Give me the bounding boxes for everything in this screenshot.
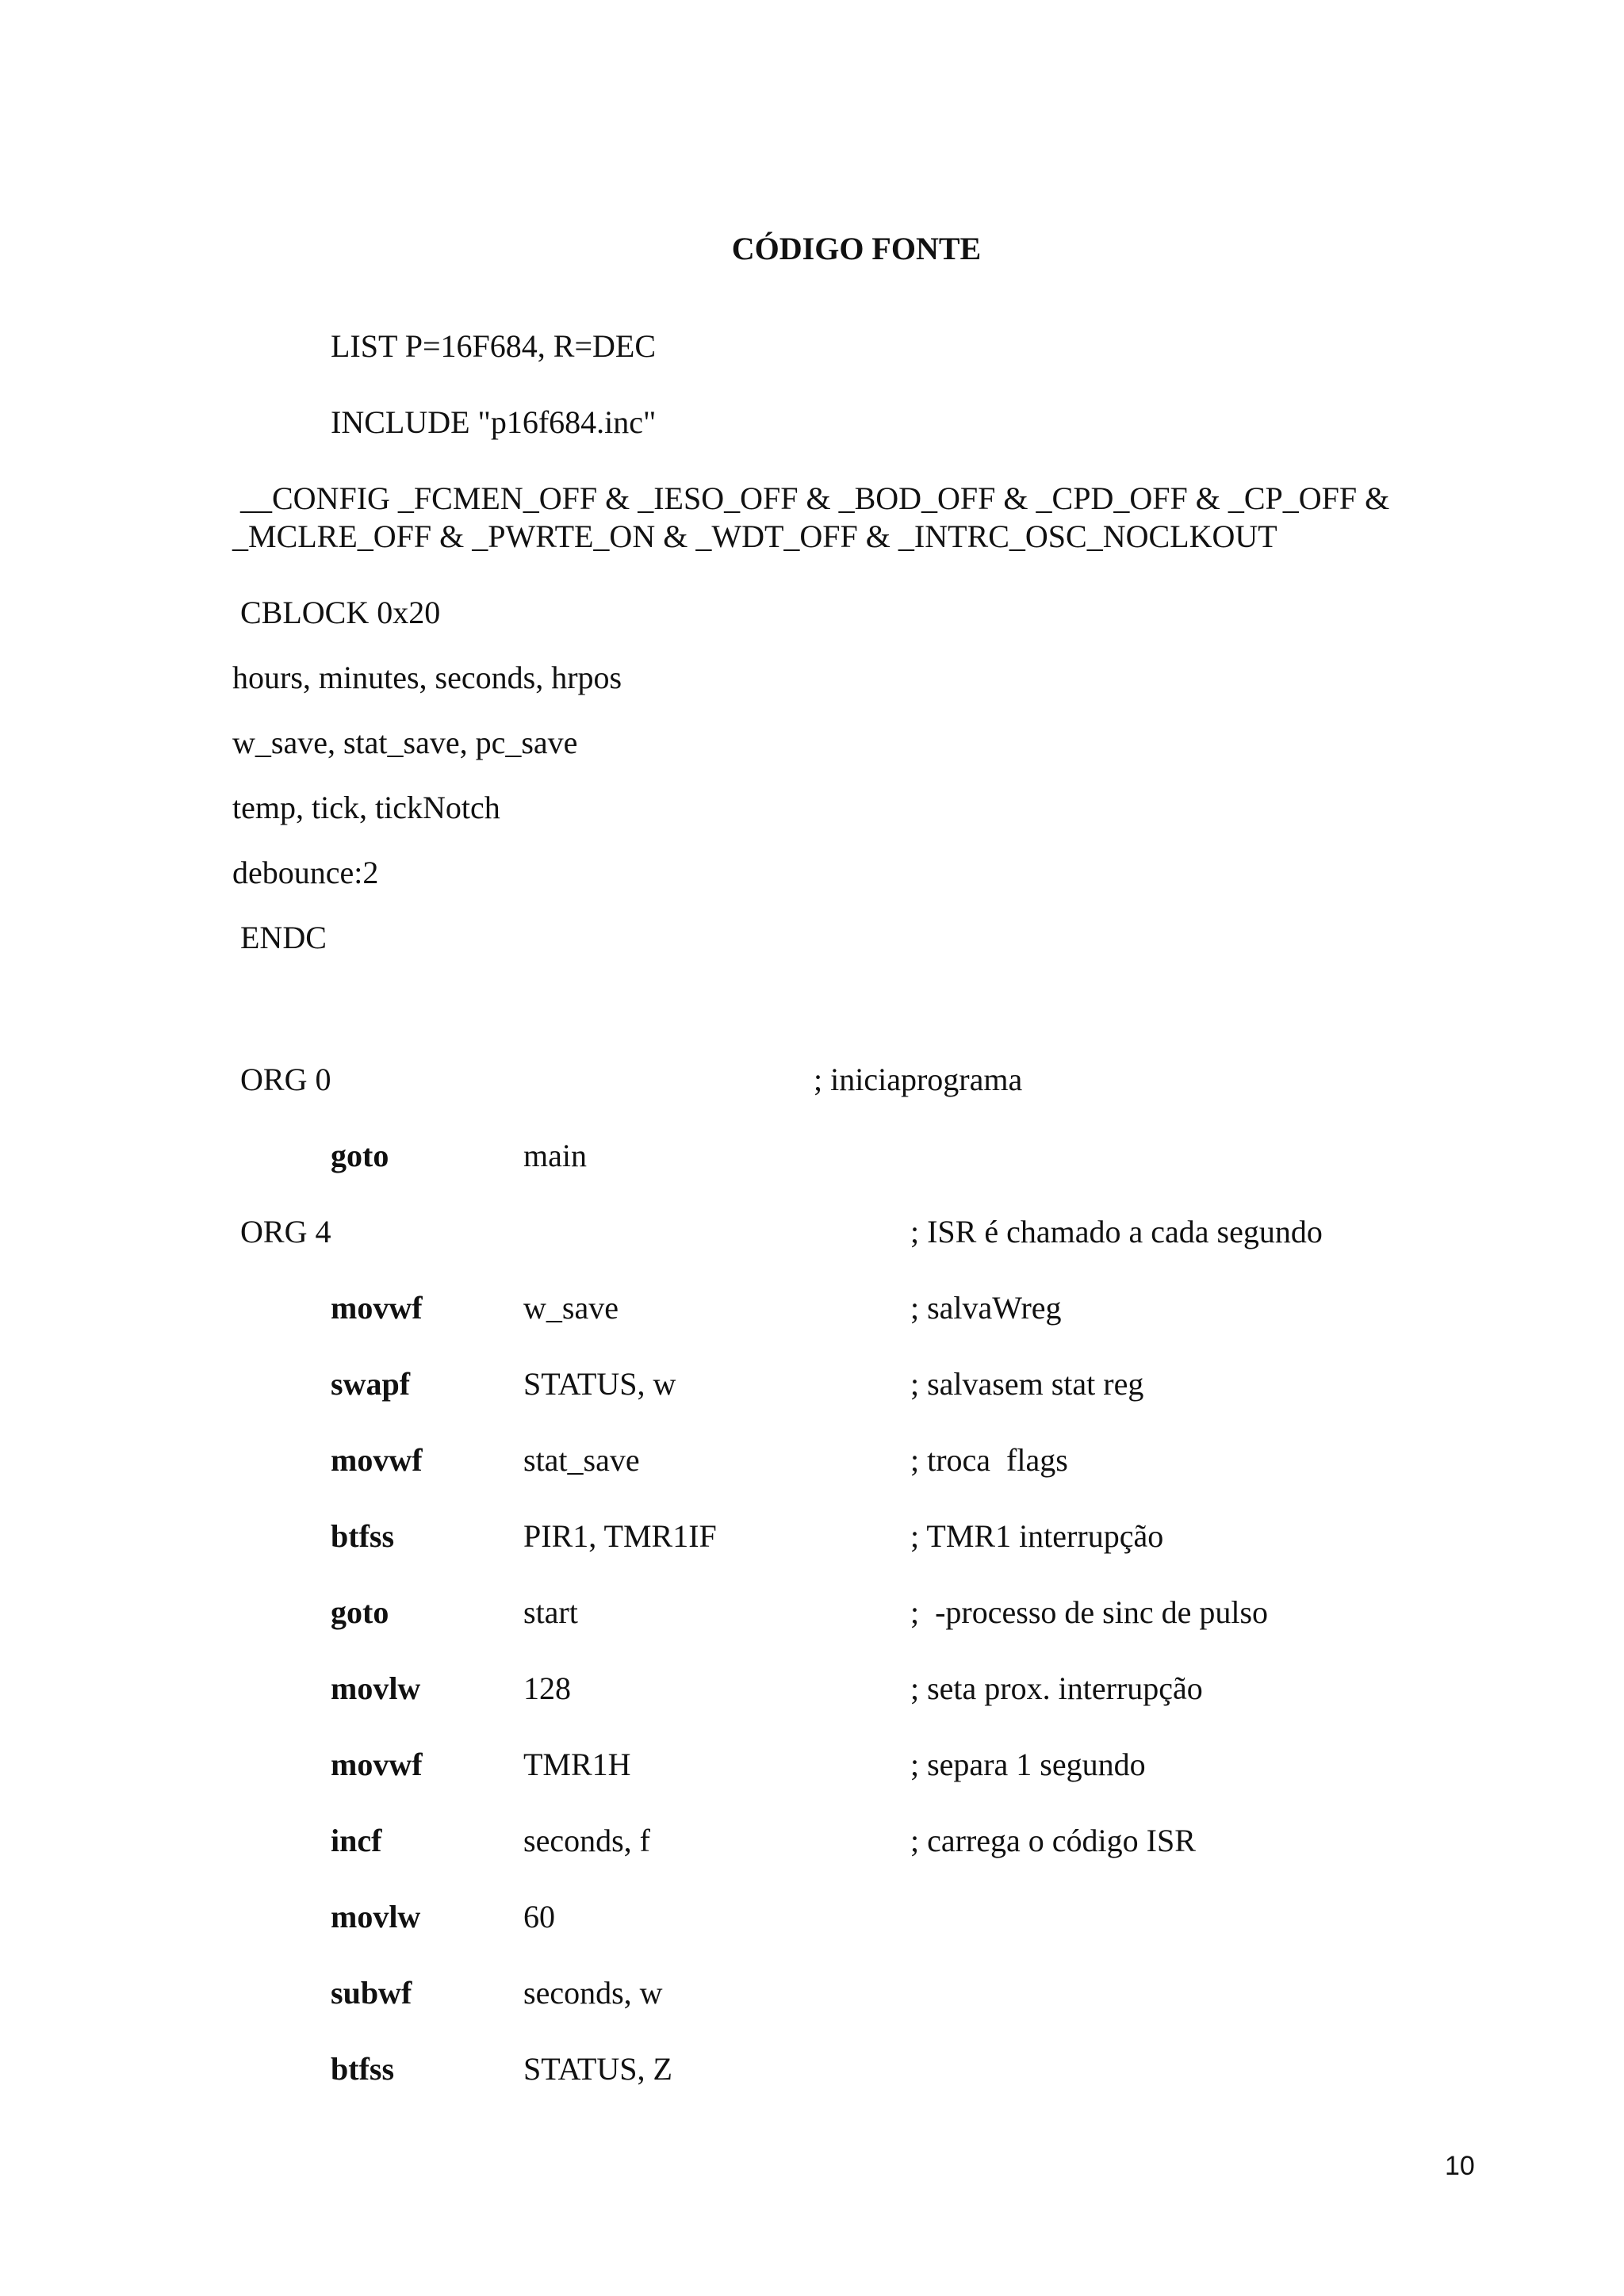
org0-comment: ; iniciaprograma	[814, 1062, 1023, 1097]
instruction-comment: ; carrega o código ISR	[910, 1823, 1196, 1858]
instruction-operand: STATUS, w	[523, 1366, 676, 1402]
instruction-mnemonic: swapf	[331, 1366, 411, 1402]
instruction-comment: ; -processo de sinc de pulso	[910, 1594, 1269, 1630]
instruction-comment: ; seta prox. interrupção	[910, 1670, 1203, 1706]
instruction-comment: ; salvaWreg	[910, 1290, 1062, 1326]
instruction-operand: start	[523, 1594, 578, 1630]
instruction-operand: PIR1, TMR1IF	[523, 1518, 717, 1554]
instruction-operand: seconds, f	[523, 1823, 650, 1858]
instruction-mnemonic: goto	[331, 1138, 389, 1173]
instruction-mnemonic: btfss	[331, 1518, 395, 1554]
page-title: CÓDIGO FONTE	[731, 231, 982, 266]
instruction-comment: ; troca flags	[910, 1442, 1068, 1478]
org0-directive: ORG 0	[240, 1062, 331, 1097]
instruction-comment: ; TMR1 interrupção	[910, 1518, 1164, 1554]
org4-comment: ; ISR é chamado a cada segundo	[910, 1214, 1323, 1249]
instruction-comment: ; salvasem stat reg	[910, 1366, 1144, 1402]
instruction-operand: main	[523, 1138, 587, 1173]
org4-directive: ORG 4	[240, 1214, 331, 1249]
instruction-mnemonic: movlw	[331, 1670, 421, 1706]
instruction-mnemonic: btfss	[331, 2051, 395, 2087]
instruction-operand: STATUS, Z	[523, 2051, 672, 2087]
instruction-mnemonic: subwf	[331, 1975, 412, 2011]
variables-line-2: w_save, stat_save, pc_save	[232, 725, 578, 760]
instruction-operand: 60	[523, 1899, 555, 1934]
instruction-mnemonic: movlw	[331, 1899, 421, 1934]
list-directive: LIST P=16F684, R=DEC	[331, 328, 656, 364]
variables-line-4: debounce:2	[232, 855, 379, 890]
instruction-mnemonic: movwf	[331, 1290, 423, 1326]
page-number: 10	[1445, 2151, 1475, 2181]
instruction-comment: ; separa 1 segundo	[910, 1747, 1146, 1782]
variables-line-1: hours, minutes, seconds, hrpos	[232, 660, 622, 695]
instruction-operand: stat_save	[523, 1442, 640, 1478]
instruction-mnemonic: goto	[331, 1594, 389, 1630]
include-directive: INCLUDE "p16f684.inc"	[331, 404, 657, 440]
instruction-mnemonic: movwf	[331, 1747, 423, 1782]
instruction-operand: seconds, w	[523, 1975, 663, 2011]
cblock-directive: CBLOCK 0x20	[240, 595, 441, 630]
config-line-2: _MCLRE_OFF & _PWRTE_ON & _WDT_OFF & _INTRC_OSC_NOCLKOUT	[232, 519, 1277, 554]
instruction-mnemonic: movwf	[331, 1442, 423, 1478]
instruction-operand: w_save	[523, 1290, 619, 1326]
variables-line-3: temp, tick, tickNotch	[232, 790, 500, 825]
config-line-1: __CONFIG _FCMEN_OFF & _IESO_OFF & _BOD_OFF & _CPD_OFF & _CP_OFF &	[232, 480, 1390, 516]
instruction-operand: TMR1H	[523, 1747, 631, 1782]
instruction-mnemonic: incf	[331, 1823, 382, 1858]
endc-directive: ENDC	[240, 920, 327, 955]
instruction-operand: 128	[523, 1670, 571, 1706]
